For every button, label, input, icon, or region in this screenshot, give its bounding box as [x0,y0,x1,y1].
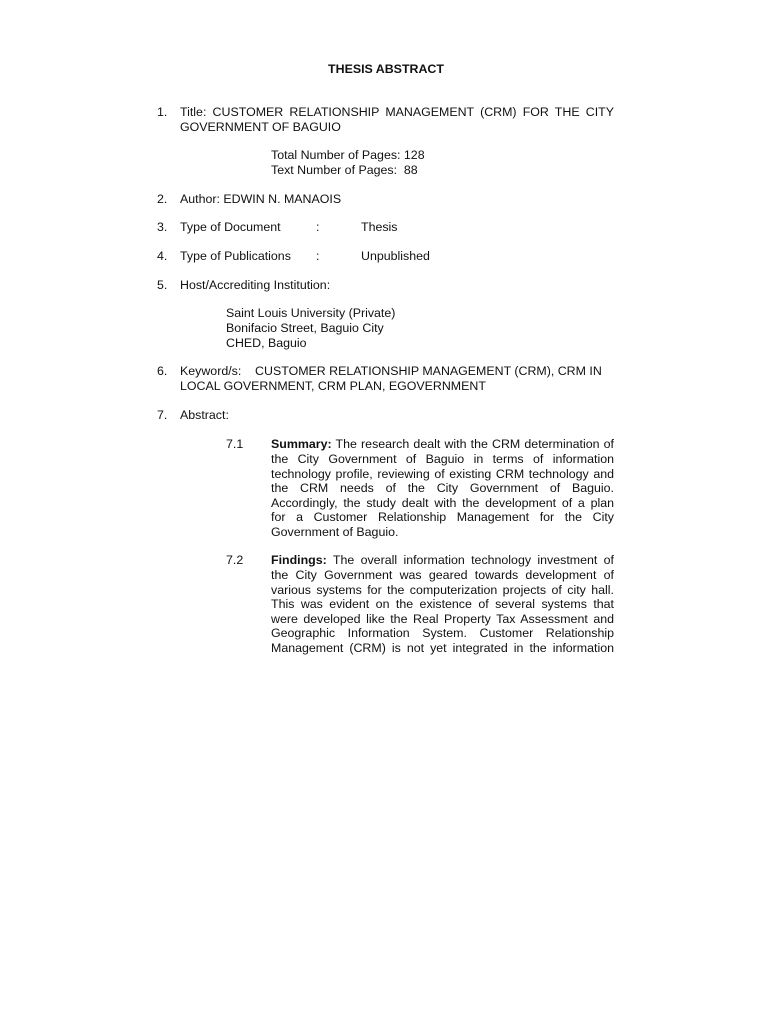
pub-type-colon: : [316,249,320,263]
page-title: THESIS ABSTRACT [328,62,444,76]
host-ched: CHED, Baguio [226,336,307,350]
pub-type-label: Type of Publications [180,249,291,263]
summary-line: Government of Baguio. [271,524,399,539]
summary-heading: Summary: [271,437,332,451]
item-number-6: 6. [157,364,168,378]
summary-line: Accordingly, the study dealt with the development of a plan [271,495,614,510]
host-label: Host/Accrediting Institution: [180,278,331,292]
item-number-3: 3. [157,220,168,234]
pub-type-value: Unpublished [361,249,430,263]
findings-line: This was evident on the existence of several systems that [271,597,614,612]
summary-line: for a Customer Relationship Management for the City [271,510,614,525]
item-number-2: 2. [157,192,168,206]
host-address: Bonifacio Street, Baguio City [226,321,384,335]
item-number-5: 5. [157,278,168,292]
findings-line: Management (CRM) is not yet integrated in the information [271,640,614,655]
findings-line: Geographic Information System. Customer Relationship [271,626,614,641]
thesis-title-line-2: GOVERNMENT OF BAGUIO [180,120,341,134]
summary-first-line [271,437,614,452]
findings-heading: Findings: [271,553,327,567]
doc-type-label: Type of Document [180,220,281,234]
findings-body [271,568,614,656]
findings-text-start: The overall information technology investment of [332,553,614,567]
item-number-1: 1. [157,105,168,119]
findings-line: were developed like the Real Property Tax Assessment and [271,611,614,626]
findings-number: 7.2 [226,553,244,567]
keywords-line-1: Keyword/s: CUSTOMER RELATIONSHIP MANAGEMENT (CRM), CRM IN [180,364,602,378]
item-number-4: 4. [157,249,168,263]
doc-type-value: Thesis [361,220,398,234]
summary-line: the City Government of Baguio in terms of information [271,452,614,466]
findings-line: various systems for the computerization projects of city hall. [271,582,614,597]
thesis-title-line-1: Title: CUSTOMER RELATIONSHIP MANAGEMENT (CRM) FOR THE CITY [180,105,614,119]
summary-line: technology profile, reviewing of existing CRM technology and [271,466,614,481]
host-institution: Saint Louis University (Private) [226,306,396,320]
keywords-line-2: LOCAL GOVERNMENT, CRM PLAN, EGOVERNMENT [180,379,486,393]
summary-body [271,452,614,540]
item-number-7: 7. [157,408,168,422]
summary-text-start: The research dealt with the CRM determination of [335,437,614,451]
doc-type-colon: : [316,220,320,234]
findings-first-line [271,553,614,568]
text-pages: Text Number of Pages: 88 [271,163,418,177]
author: Author: EDWIN N. MANAOIS [180,192,342,206]
abstract-label: Abstract: [180,408,229,422]
summary-line: the CRM needs of the City Government of Baguio. [271,481,614,496]
findings-line: the City Government was geared towards development of [271,568,614,582]
total-pages: Total Number of Pages: 128 [271,148,425,162]
summary-number: 7.1 [226,437,244,451]
